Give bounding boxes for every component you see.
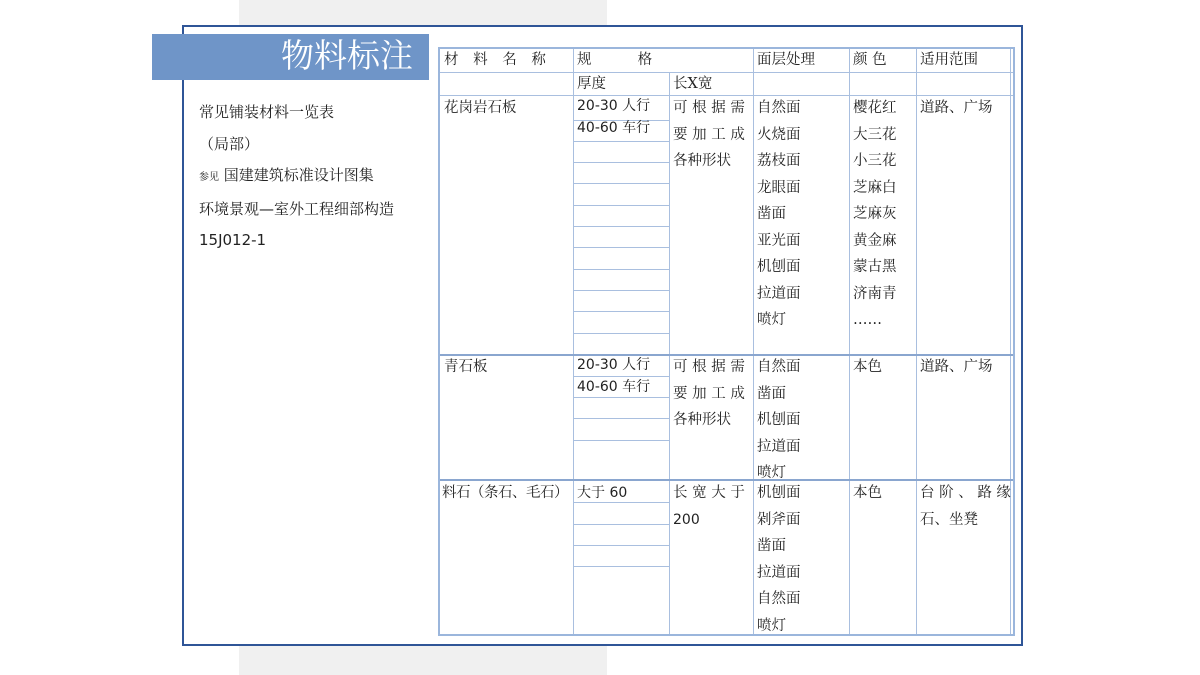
sub-divider [573,226,669,227]
color-item: 济南青 [853,285,897,302]
header-surface: 面层处理 [757,52,815,68]
sub-divider [573,183,669,184]
row1-size-line: 要 加 工 成 [673,126,745,143]
row2-size-line: 可 根 据 需 [673,359,745,375]
sub-divider [573,545,669,546]
sub-divider [573,440,669,441]
surface-item: 荔枝面 [757,153,801,169]
surface-item: 拉道面 [757,285,801,302]
header-size: 长X宽 [673,76,713,92]
col-divider [849,49,850,634]
notes-panel [199,97,394,257]
surface-item: 喷灯 [757,312,786,328]
surface-item: 亚光面 [757,232,801,249]
sub-divider [573,290,669,291]
col-divider [916,49,917,634]
row3-size-line: 200 [673,511,700,528]
header-scope: 适用范围 [920,52,978,68]
notes-line-4: 环境景观—室外工程细部构造 [199,199,395,218]
row2-color: 本色 [853,359,882,375]
header-color: 颜 色 [853,52,887,68]
color-item: 蒙古黑 [853,259,897,275]
surface-item: 凿面 [757,206,786,222]
color-item: 樱花红 [853,100,897,116]
color-item: 芝麻白 [853,179,897,196]
surface-item: 喷灯 [757,617,786,634]
surface-item: 喷灯 [757,465,786,481]
notes-line-5: 15J012-1 [199,231,267,249]
row1-thickness-2: 40-60 车行 [577,120,651,136]
surface-item: 机刨面 [757,485,801,501]
row2-thickness-1: 20-30 人行 [577,357,651,373]
materials-table [438,47,1015,636]
surface-item: 机刨面 [757,412,801,428]
row2-surface [757,354,801,487]
sub-divider [573,247,669,248]
surface-item: 自然面 [757,100,801,116]
row3-scope [920,480,1011,533]
notes-line-3 [199,160,394,194]
col-divider [573,49,574,634]
sub-divider [573,566,669,567]
row1-surface [757,95,801,334]
row2-name: 青石板 [444,359,488,375]
surface-item: 自然面 [757,359,801,375]
notes-line-2: （局部） [199,134,260,153]
row3-size [673,480,745,533]
scope-line: 石、坐凳 [920,511,978,528]
surface-item: 凿面 [757,538,786,554]
surface-item: 拉道面 [757,564,801,581]
row1-size [673,95,745,175]
row1-color [853,95,897,334]
sub-divider [573,205,669,206]
surface-item: 拉道面 [757,438,801,455]
row2-scope: 道路、广场 [920,359,993,375]
row2-thickness-2: 40-60 车行 [577,379,651,395]
sub-divider [573,311,669,312]
sub-divider [573,418,669,419]
notes-line-1: 常见铺装材料一览表 [199,103,335,121]
header-spec: 规 格 [577,52,653,68]
surface-item: 龙眼面 [757,179,801,196]
col-divider [1010,49,1011,634]
row3-name: 料石（条石、毛石） [442,485,568,501]
row3-surface [757,480,801,639]
color-item: 黄金麻 [853,232,897,249]
slide-title: 物料标注 [281,36,413,75]
row2-size [673,354,745,434]
row1-thickness-1: 20-30 人行 [577,98,651,114]
sub-divider [573,269,669,270]
sub-divider [573,333,669,334]
row1-name: 花岗岩石板 [444,100,517,116]
color-item: …… [853,312,882,328]
header-thickness: 厚度 [577,76,606,92]
color-item: 大三花 [853,126,897,143]
row2-size-line: 要 加 工 成 [673,385,745,402]
col-divider [753,49,754,634]
scope-line: 台 阶 、 路 缘 [920,485,1011,501]
row3-color: 本色 [853,485,882,501]
surface-item: 机刨面 [757,259,801,275]
color-item: 芝麻灰 [853,206,897,222]
row3-size-line: 长 宽 大 于 [673,485,745,501]
surface-item: 火烧面 [757,126,801,143]
sub-divider [573,162,669,163]
surface-item: 自然面 [757,591,801,607]
row1-size-line: 可 根 据 需 [673,100,745,116]
row1-scope: 道路、广场 [920,100,993,116]
surface-item: 凿面 [757,385,786,402]
sub-divider [573,141,669,142]
sub-divider [573,524,669,525]
header-material-name: 材 料 名 称 [444,52,551,68]
surface-item: 剁斧面 [757,511,801,528]
row3-thickness: 大于 60 [577,485,628,501]
row1-size-line: 各种形状 [673,153,731,169]
ref-prefix: 参见 [199,172,219,183]
ref-title: 国建建筑标准设计图集 [223,166,374,184]
row2-size-line: 各种形状 [673,412,731,428]
color-item: 小三花 [853,153,897,169]
title-banner [152,34,429,80]
